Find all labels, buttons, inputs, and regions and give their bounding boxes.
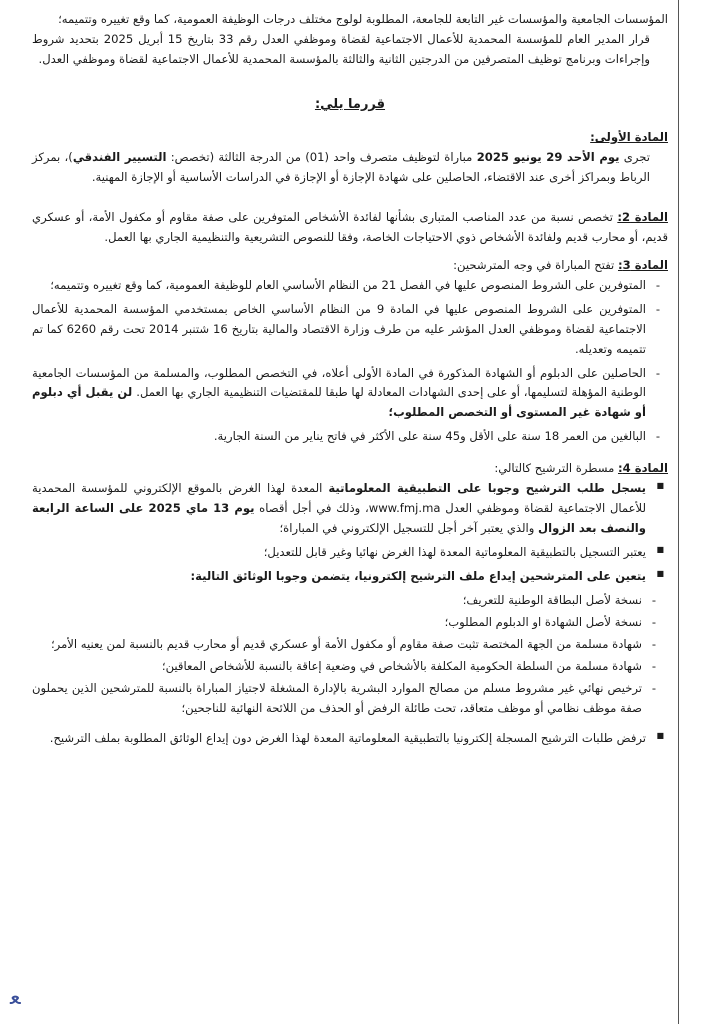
document-body (32, 10, 668, 752)
procedure-item-1-bold: يسجل طلب الترشيح وجوبا على التطبيقية المعلوماتية (328, 481, 646, 496)
article-1-text-a: تجرى (619, 150, 650, 165)
list-item (32, 479, 668, 539)
article-3-intro (32, 256, 668, 276)
procedure-item-1-tail: والذي يعتبر آخر أجل للتسجيل الإلكتروني في المباراة؛ (279, 521, 539, 536)
article-1-date: يوم الأحد 29 يونيو 2025 (476, 150, 620, 165)
article-2-text: تخصص نسبة من عدد المناصب المتبارى بشأنها لفائدة الأشخاص المتوفرين على صفة مقاوم أو مكفول الأمة، أو عسكري قديم، أو محارب قديم ولفائدة الأشخاص ذوي الاحتياجات الخاصة، وفقا للنصوص التشريعية والتنظيمية الجاري بها العمل. (32, 209, 668, 244)
procedure-item-1-deadline: يوم 13 ماي 2025 على الساعة الرابعة والنصف بعد الزوال (32, 501, 646, 536)
article-4-intro (32, 459, 668, 479)
article-2 (32, 208, 668, 248)
condition-text: الحاصلين على الدبلوم أو الشهادة المذكورة في المادة الأولى أعلاه، في التخصص المطلوب، والمسلمة من المؤسسات الجامعية الوطنية المؤهلة لتسليمها، أو على إحدى الشهادات المعادلة لها طبقا للمقتضيات التنظيمية الجاري بها العمل. (32, 365, 646, 400)
article-1-text-b: مباراة لتوظيف متصرف واحد (01) من الدرجة الثالثة (تخصص: (166, 150, 477, 165)
article-1-heading: المادة الأولى: (590, 130, 668, 145)
handwritten-initial: ﻌ (10, 985, 21, 1010)
article-4-heading: المادة 4: (617, 461, 668, 476)
article-2-heading: المادة 2: (617, 209, 668, 224)
article-1-text (32, 148, 668, 188)
condition-bold-note: لن يقبل أي دبلوم أو شهادة غير المستوى أو التخصص المطلوب؛ (32, 385, 646, 420)
list-item: ■ يعتبر التسجيل بالتطبيقية المعلوماتية المعدة لهذا الغرض نهائيا وغير قابل للتعديل؛ (32, 543, 668, 563)
procedure-item-1-text: المعدة لهذا الغرض بالموقع الإلكتروني للمؤسسة المحمدية للأعمال الاجتماعية لقضاة وموظفي العدل www.fmj.ma، وذلك في أجل أقصاه (32, 481, 646, 516)
list-item: - شهادة مسلمة من السلطة الحكومية المكلفة بالأشخاص في وضعية إعاقة بالنسبة للأشخاص المعاقين؛ (32, 657, 668, 677)
list-item: - نسخة لأصل البطاقة الوطنية للتعريف؛ (32, 591, 668, 611)
margin-line (678, 0, 679, 1024)
intro-paragraph-1: المؤسسات الجامعية والمؤسسات غير التابعة للجامعة، المطلوبة لولوج مختلف درجات الوظيفة العمومية، كما وقع تغييره وتتميمه؛ (58, 12, 668, 26)
article-1-specialty: التسيير الفندقي (72, 150, 167, 165)
list-item: - نسخة لأصل الشهادة او الدبلوم المطلوب؛ (32, 613, 668, 633)
article-4-procedure-list (32, 479, 668, 587)
list-item (32, 364, 668, 424)
article-4-final-list (32, 729, 668, 749)
article-1-text-c: )، بمركز الرباط وبمراكز أخرى عند الاقتضاء، الحاصلين على شهادة الإجازة أو الإجازة في الدراسات الأساسية أو الإجازة المهنية. (32, 150, 650, 185)
list-item: - المتوفرين على الشروط المنصوص عليها في الفصل 21 من النظام الأساسي العام للوظيفة العمومية، كما وقع تغييره وتتميمه؛ (32, 276, 668, 296)
intro-paragraph-2: قرار المدير العام للمؤسسة المحمدية للأعمال الاجتماعية لقضاة وموظفي العدل رقم 33 بتاريخ 15 أبريل 2025 بتحديد شروط وإجراءات وبرنامج توظيف المتصرفين من الدرجتين الثانية والثالثة بالمؤسسة المحمدية للأعمال الاجتماعية لقضاة وموظفي العدل. (32, 31, 650, 66)
article-3-conditions-list (32, 276, 668, 448)
list-item: - المتوفرين على الشروط المنصوص عليها في المادة 9 من النظام الأساسي الخاص بمستخدمي المؤسسة المحمدية للأعمال الاجتماعية لقضاة وموظفي العدل المؤشر عليه من طرف وزارة الاقتصاد والمالية بتاريخ 16 شتنبر 2014 تحت رقم 6260 كما تم تتميمه وتعديله. (32, 300, 668, 360)
article-4-intro-text: مسطرة الترشيح كالتالي: (494, 461, 618, 476)
decision-title: قررما يلي: (314, 96, 386, 112)
list-item: ■ يتعين على المترشحين إيداع ملف الترشيح إلكترونيا، يتضمن وجوبا الوثائق التالية: (32, 567, 668, 587)
article-3-heading: المادة 3: (617, 257, 668, 272)
list-item: - شهادة مسلمة من الجهة المختصة تثبت صفة مقاوم أو مكفول الأمة أو عسكري قديم أو محارب قديم بالنسبة لمن يعنيه الأمر؛ (32, 635, 668, 655)
article-3-intro-text: تفتح المباراة في وجه المترشحين: (453, 257, 618, 272)
list-item: - ترخيص نهائي غير مشروط مسلم من مصالح الموارد البشرية بالإدارة المشغلة لاجتياز المباراة بالنسبة للمترشحين الذين يحملون صفة موظف نظامي أو موظف متعاقد، تحت طائلة الرفض أو الحذف من اللائحة النهائية للناجحين؛ (32, 679, 668, 719)
list-item: ■ ترفض طلبات الترشيح المسجلة إلكترونيا بالتطبيقية المعلوماتية المعدة لهذا الغرض دون إيداع الوثائق المطلوبة بملف الترشيح. (32, 729, 668, 749)
list-item: - البالغين من العمر 18 سنة على الأقل و45 سنة على الأكثر في فاتح يناير من السنة الجارية. (32, 427, 668, 447)
required-documents-list (32, 591, 668, 719)
